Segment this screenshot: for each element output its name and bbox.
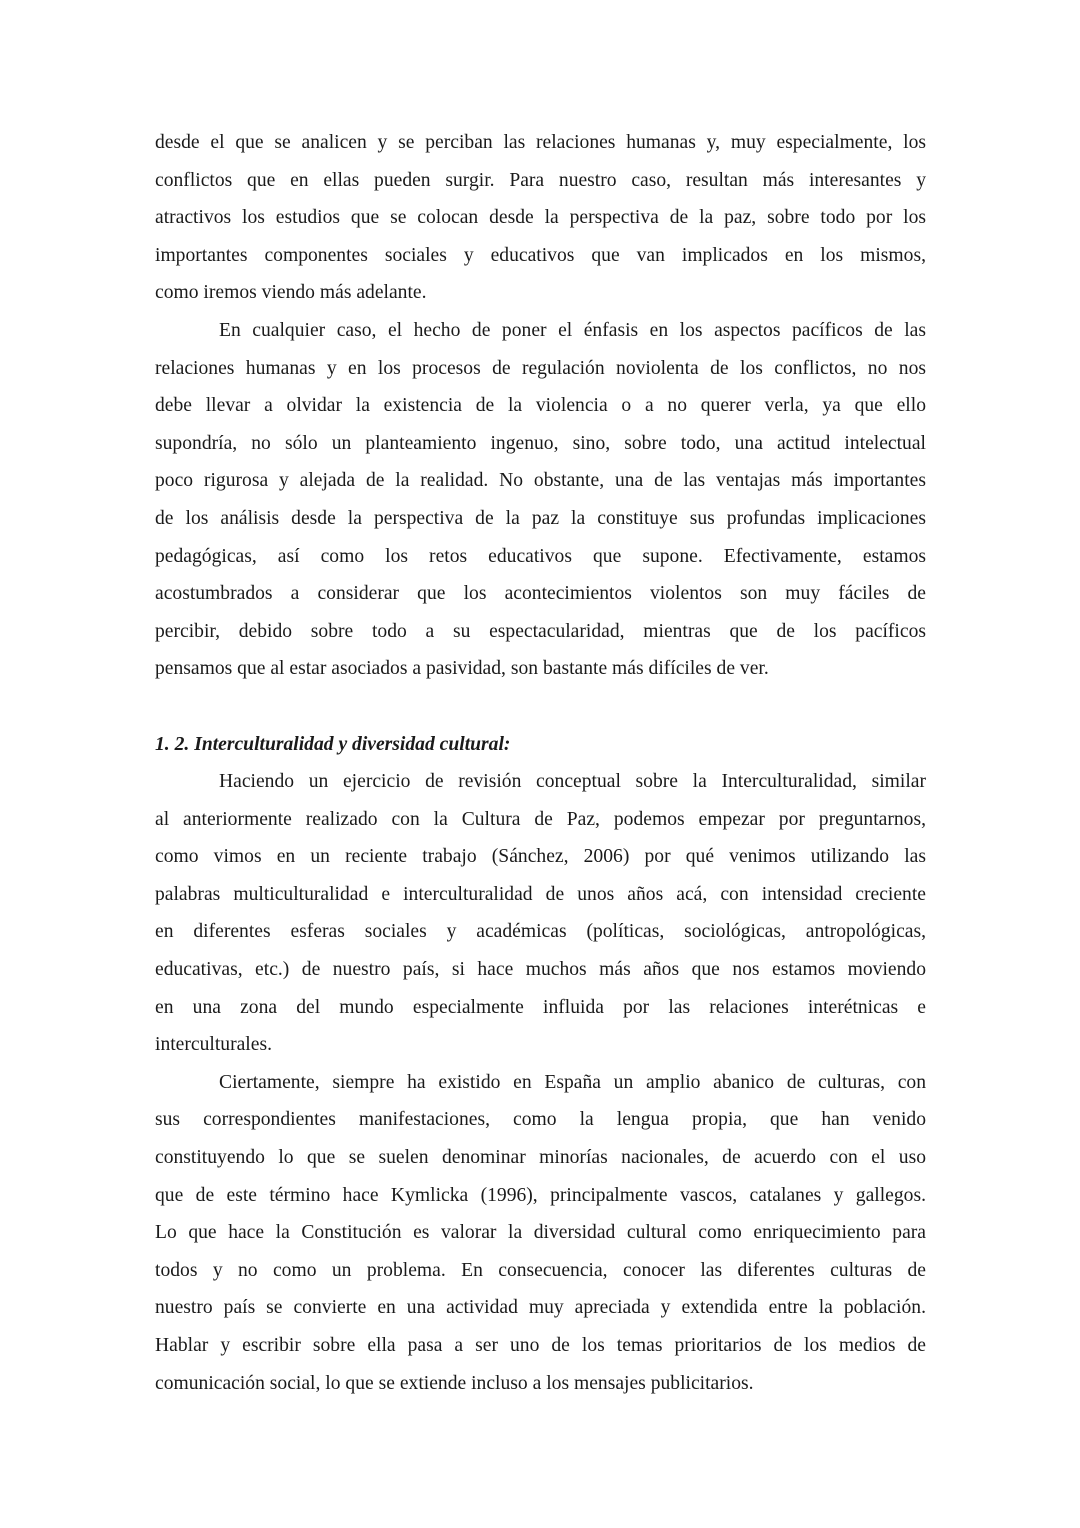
text-line: educativas, etc.) de nuestro país, si hace muchos más años que nos estamos moviendo bbox=[155, 959, 926, 981]
text-line: Lo que hace la Constitución es valorar la diversidad cultural como enriquecimiento para bbox=[155, 1222, 926, 1244]
text-line: pensamos que al estar asociados a pasividad, son bastante más difíciles de ver. bbox=[155, 658, 769, 680]
text-line: supondría, no sólo un planteamiento ingenuo, sino, sobre todo, una actitud intelectual bbox=[155, 432, 926, 454]
text-line: importantes componentes sociales y educativos que van implicados en los mismos, bbox=[155, 244, 926, 266]
text-line: como iremos viendo más adelante. bbox=[155, 282, 427, 304]
text-line: desde el que se analicen y se perciban las relaciones humanas y, muy especialmente, los bbox=[155, 132, 926, 153]
text-line: Hablar y escribir sobre ella pasa a ser uno de los temas prioritarios de los medios de bbox=[155, 1335, 926, 1356]
text-line: relaciones humanas y en los procesos de regulación noviolenta de los conflictos, no nos bbox=[155, 357, 926, 379]
text-line: conflictos que en ellas pueden surgir. Para nuestro caso, resultan más interesantes y bbox=[155, 169, 926, 191]
text-line: interculturales. bbox=[155, 1034, 272, 1056]
text-line: que de este término hace Kymlicka (1996), principalmente vascos, catalanes y gallegos. bbox=[155, 1184, 926, 1206]
text-line: de los análisis desde la perspectiva de la paz la constituye sus profundas implicaciones bbox=[155, 507, 926, 529]
body-text-after bbox=[155, 763, 926, 1402]
text-line: poco rigurosa y alejada de la realidad. No obstante, una de las ventajas más importantes bbox=[155, 470, 926, 492]
paragraph bbox=[155, 763, 926, 1064]
text-line: debe llevar a olvidar la existencia de la violencia o a no querer verla, ya que ello bbox=[155, 395, 926, 417]
text-line: todos y no como un problema. En consecuencia, conocer las diferentes culturas de bbox=[155, 1259, 926, 1281]
body-text-before bbox=[155, 124, 926, 688]
text-line: constituyendo lo que se suelen denominar minorías nacionales, de acuerdo con el uso bbox=[155, 1147, 926, 1169]
text-line: en diferentes esferas sociales y académicas (políticas, sociológicas, antropológicas, bbox=[155, 921, 926, 943]
paragraph bbox=[155, 1064, 926, 1402]
section-heading: 1. 2. Interculturalidad y diversidad cultural: bbox=[155, 733, 511, 755]
text-line: palabras multiculturalidad e interculturalidad de unos años acá, con intensidad creciente bbox=[155, 883, 926, 905]
text-line: Ciertamente, siempre ha existido en España un amplio abanico de culturas, con bbox=[219, 1071, 926, 1093]
paragraph bbox=[155, 124, 926, 312]
text-line: atractivos los estudios que se colocan desde la perspectiva de la paz, sobre todo por los bbox=[155, 207, 926, 229]
text-line: En cualquier caso, el hecho de poner el énfasis en los aspectos pacíficos de las bbox=[219, 319, 926, 341]
text-line: comunicación social, lo que se extiende incluso a los mensajes publicitarios. bbox=[155, 1372, 754, 1394]
paragraph bbox=[155, 312, 926, 688]
text-line: Haciendo un ejercicio de revisión conceptual sobre la Interculturalidad, similar bbox=[219, 771, 926, 793]
text-line: nuestro país se convierte en una actividad muy apreciada y extendida entre la población. bbox=[155, 1297, 926, 1319]
text-line: percibir, debido sobre todo a su espectacularidad, mientras que de los pacíficos bbox=[155, 620, 926, 642]
text-line: como vimos en un reciente trabajo (Sánchez, 2006) por qué venimos utilizando las bbox=[155, 846, 926, 868]
text-line: en una zona del mundo especialmente influida por las relaciones interétnicas e bbox=[155, 996, 926, 1018]
section-gap bbox=[155, 688, 926, 726]
text-line: acostumbrados a considerar que los acontecimientos violentos son muy fáciles de bbox=[155, 583, 926, 605]
text-line: pedagógicas, así como los retos educativos que supone. Efectivamente, estamos bbox=[155, 545, 926, 567]
document-page bbox=[155, 124, 926, 1402]
text-line: al anteriormente realizado con la Cultura de Paz, podemos empezar por preguntarnos, bbox=[155, 808, 926, 830]
text-line: sus correspondientes manifestaciones, como la lengua propia, que han venido bbox=[155, 1109, 926, 1131]
